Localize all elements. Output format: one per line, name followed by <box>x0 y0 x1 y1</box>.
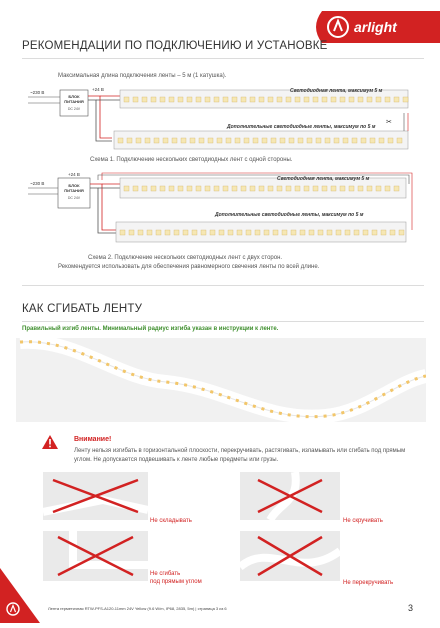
led-chip <box>178 97 183 102</box>
led-chip <box>228 230 233 235</box>
led-chip <box>343 138 348 143</box>
led-chip <box>174 230 179 235</box>
scissors-icon: ✂ <box>386 119 392 126</box>
led-chip <box>169 186 174 191</box>
led-chip <box>235 138 240 143</box>
led-chip <box>196 186 201 191</box>
led-chip <box>124 186 129 191</box>
led-chip <box>151 186 156 191</box>
led-chip <box>145 138 150 143</box>
led-chip <box>300 230 305 235</box>
do-not-twist-photo <box>240 472 340 520</box>
led-chip <box>127 138 132 143</box>
led-chip <box>160 97 165 102</box>
led-chip <box>304 97 309 102</box>
led-chip <box>133 186 138 191</box>
do-not-fold-photo <box>43 472 148 520</box>
bent-strip-photo <box>16 338 426 422</box>
led-chip <box>334 138 339 143</box>
led-chip <box>379 138 384 143</box>
logo-text: arlight <box>354 19 397 35</box>
led-chip <box>313 97 318 102</box>
led-chip <box>169 97 174 102</box>
led-chip <box>151 97 156 102</box>
psu-title: БЛОК <box>68 183 80 188</box>
led-chip <box>241 186 246 191</box>
scheme-2-caption: Схема 2. Подключение нескольких светодиодных лент с двух сторон. <box>88 255 283 261</box>
led-chip <box>118 138 123 143</box>
correct-bend-caption: Правильный изгиб ленты. Минимальный радиус изгиба указан в инструкции к ленте. <box>22 326 279 332</box>
led-chip <box>259 97 264 102</box>
led-chip <box>271 138 276 143</box>
led-chip <box>262 138 267 143</box>
led-chip <box>367 186 372 191</box>
led-chip <box>183 230 188 235</box>
led-chip <box>199 138 204 143</box>
output-voltage-label-2: +24 В <box>68 172 80 177</box>
led-chip <box>181 138 186 143</box>
divider <box>22 321 424 322</box>
led-chip <box>361 138 366 143</box>
led-chip <box>241 97 246 102</box>
led-chip <box>268 186 273 191</box>
led-chip <box>138 230 143 235</box>
led-chip <box>154 138 159 143</box>
led-chip <box>354 230 359 235</box>
led-chip <box>280 138 285 143</box>
led-chip <box>136 138 141 143</box>
warning-title: Внимание! <box>74 436 112 443</box>
led-chip <box>187 186 192 191</box>
led-chip <box>394 186 399 191</box>
strip-extra-label-2: Дополнительные светодиодные ленты, максимум по 5 м <box>215 212 364 218</box>
led-chip <box>250 186 255 191</box>
led-chip <box>289 138 294 143</box>
divider <box>22 58 424 59</box>
led-chip <box>196 97 201 102</box>
led-chip <box>219 230 224 235</box>
led-chip <box>214 97 219 102</box>
led-chip <box>372 230 377 235</box>
led-chip <box>124 97 129 102</box>
led-chip <box>277 97 282 102</box>
divider <box>22 285 424 286</box>
led-chip <box>165 230 170 235</box>
max-length-note: Максимальная длина подключения ленты – 5 м (1 катушка). <box>58 73 227 79</box>
section-title-bending: КАК СГИБАТЬ ЛЕНТУ <box>22 303 143 315</box>
led-chip <box>205 186 210 191</box>
led-chip <box>282 230 287 235</box>
led-chip <box>363 230 368 235</box>
led-chip <box>352 138 357 143</box>
warning-label-twist: Не скручивать <box>343 518 383 524</box>
led-chip <box>307 138 312 143</box>
footer-text: Лента герметичная RTW-PFS-A120-11mm 24V Yellow (9.6 W/m, IP68, 2835, 5m) | страница 3 из 6 <box>48 606 227 611</box>
led-chip <box>133 97 138 102</box>
led-chip <box>322 97 327 102</box>
strip-main-label-2: Светодиодная лента, максимум 5 м <box>277 176 370 182</box>
led-chip <box>208 138 213 143</box>
led-chip <box>244 138 249 143</box>
warning-icon <box>42 435 58 454</box>
led-chip <box>223 97 228 102</box>
led-chip <box>390 230 395 235</box>
led-chip <box>316 138 321 143</box>
led-chip <box>172 138 177 143</box>
input-voltage-label: ~230 В <box>30 90 45 95</box>
strip-extra-label: Дополнительные светодиодные ленты, максимум по 5 м <box>227 124 376 130</box>
warning-label-fold: Не складывать <box>150 518 192 524</box>
do-not-overtwist-photo <box>240 531 340 581</box>
led-chip <box>358 97 363 102</box>
led-chip <box>295 97 300 102</box>
led-chip <box>232 97 237 102</box>
led-chip <box>205 97 210 102</box>
led-chip <box>214 186 219 191</box>
led-chip <box>399 230 404 235</box>
do-not-right-angle-photo <box>43 531 148 581</box>
footer-logo-corner <box>0 568 40 623</box>
led-chip <box>237 230 242 235</box>
output-voltage-label: +24 В <box>92 87 104 92</box>
led-chip <box>318 230 323 235</box>
led-chip <box>397 138 402 143</box>
psu-title: БЛОК <box>68 94 80 99</box>
input-voltage-label-2: ~230 В <box>30 181 45 186</box>
warning-text: Ленту нельзя изгибать в горизонтальной плоскости, перекручивать, растягивать, изламывать или сгибать под прямым углом. Не допускается подвешивать к ленте любые предметы или грузы. <box>74 448 406 463</box>
led-chip <box>331 97 336 102</box>
led-chip <box>376 97 381 102</box>
led-chip <box>120 230 125 235</box>
recommendation-text: Рекомендуется использовать для обеспечения равномерного свечения ленты по всей длине. <box>58 264 320 270</box>
led-chip <box>388 138 393 143</box>
led-chip <box>178 186 183 191</box>
warning-label-overtwist: Не перекручивать <box>343 580 394 586</box>
led-chip <box>349 186 354 191</box>
led-chip <box>340 97 345 102</box>
section-title-connection: РЕКОМЕНДАЦИИ ПО ПОДКЛЮЧЕНИЮ И УСТАНОВКЕ <box>22 40 328 52</box>
led-chip <box>336 230 341 235</box>
led-chip <box>259 186 264 191</box>
led-chip <box>264 230 269 235</box>
led-chip <box>226 138 231 143</box>
led-chip <box>232 186 237 191</box>
led-chip <box>273 230 278 235</box>
led-chip <box>367 97 372 102</box>
led-chip <box>376 186 381 191</box>
led-chip <box>286 186 291 191</box>
led-chip <box>295 186 300 191</box>
psu-dc: DC 24V <box>67 107 81 111</box>
led-chip <box>370 138 375 143</box>
psu-dc: DC 24V <box>67 196 81 200</box>
led-chip <box>385 186 390 191</box>
psu-title-2: ПИТАНИЯ <box>64 188 84 193</box>
led-chip <box>286 97 291 102</box>
led-chip <box>403 97 408 102</box>
led-chip <box>381 230 386 235</box>
led-chip <box>304 186 309 191</box>
led-chip <box>201 230 206 235</box>
led-chip <box>142 186 147 191</box>
led-chip <box>250 97 255 102</box>
led-chip <box>156 230 161 235</box>
led-chip <box>253 138 258 143</box>
led-chip <box>217 138 222 143</box>
page-number: 3 <box>408 603 414 613</box>
led-chip <box>313 186 318 191</box>
led-chip <box>385 97 390 102</box>
scheme-1-caption: Схема 1. Подключение нескольких светодиодных лент с одной стороны. <box>90 157 293 163</box>
led-chip <box>142 97 147 102</box>
led-chip <box>147 230 152 235</box>
led-chip <box>298 138 303 143</box>
led-chip <box>309 230 314 235</box>
led-chip <box>192 230 197 235</box>
led-chip <box>325 138 330 143</box>
led-chip <box>277 186 282 191</box>
led-chip <box>223 186 228 191</box>
led-chip <box>340 186 345 191</box>
led-chip <box>163 138 168 143</box>
led-chip <box>160 186 165 191</box>
scheme-2-diagram <box>28 170 413 250</box>
led-chip <box>210 230 215 235</box>
led-chip <box>190 138 195 143</box>
psu-title-2: ПИТАНИЯ <box>64 99 84 104</box>
led-chip <box>268 97 273 102</box>
led-chip <box>187 97 192 102</box>
led-chip <box>358 186 363 191</box>
led-chip <box>327 230 332 235</box>
led-chip <box>345 230 350 235</box>
led-chip <box>255 230 260 235</box>
led-chip <box>129 230 134 235</box>
led-chip <box>291 230 296 235</box>
led-chip <box>349 97 354 102</box>
strip-main-label: Светодиодная лента, максимум 5 м <box>290 88 383 94</box>
led-chip <box>246 230 251 235</box>
led-chip <box>322 186 327 191</box>
led-chip <box>331 186 336 191</box>
led-chip <box>394 97 399 102</box>
warning-label-right-angle: Не сгибать под прямым углом <box>150 571 202 585</box>
